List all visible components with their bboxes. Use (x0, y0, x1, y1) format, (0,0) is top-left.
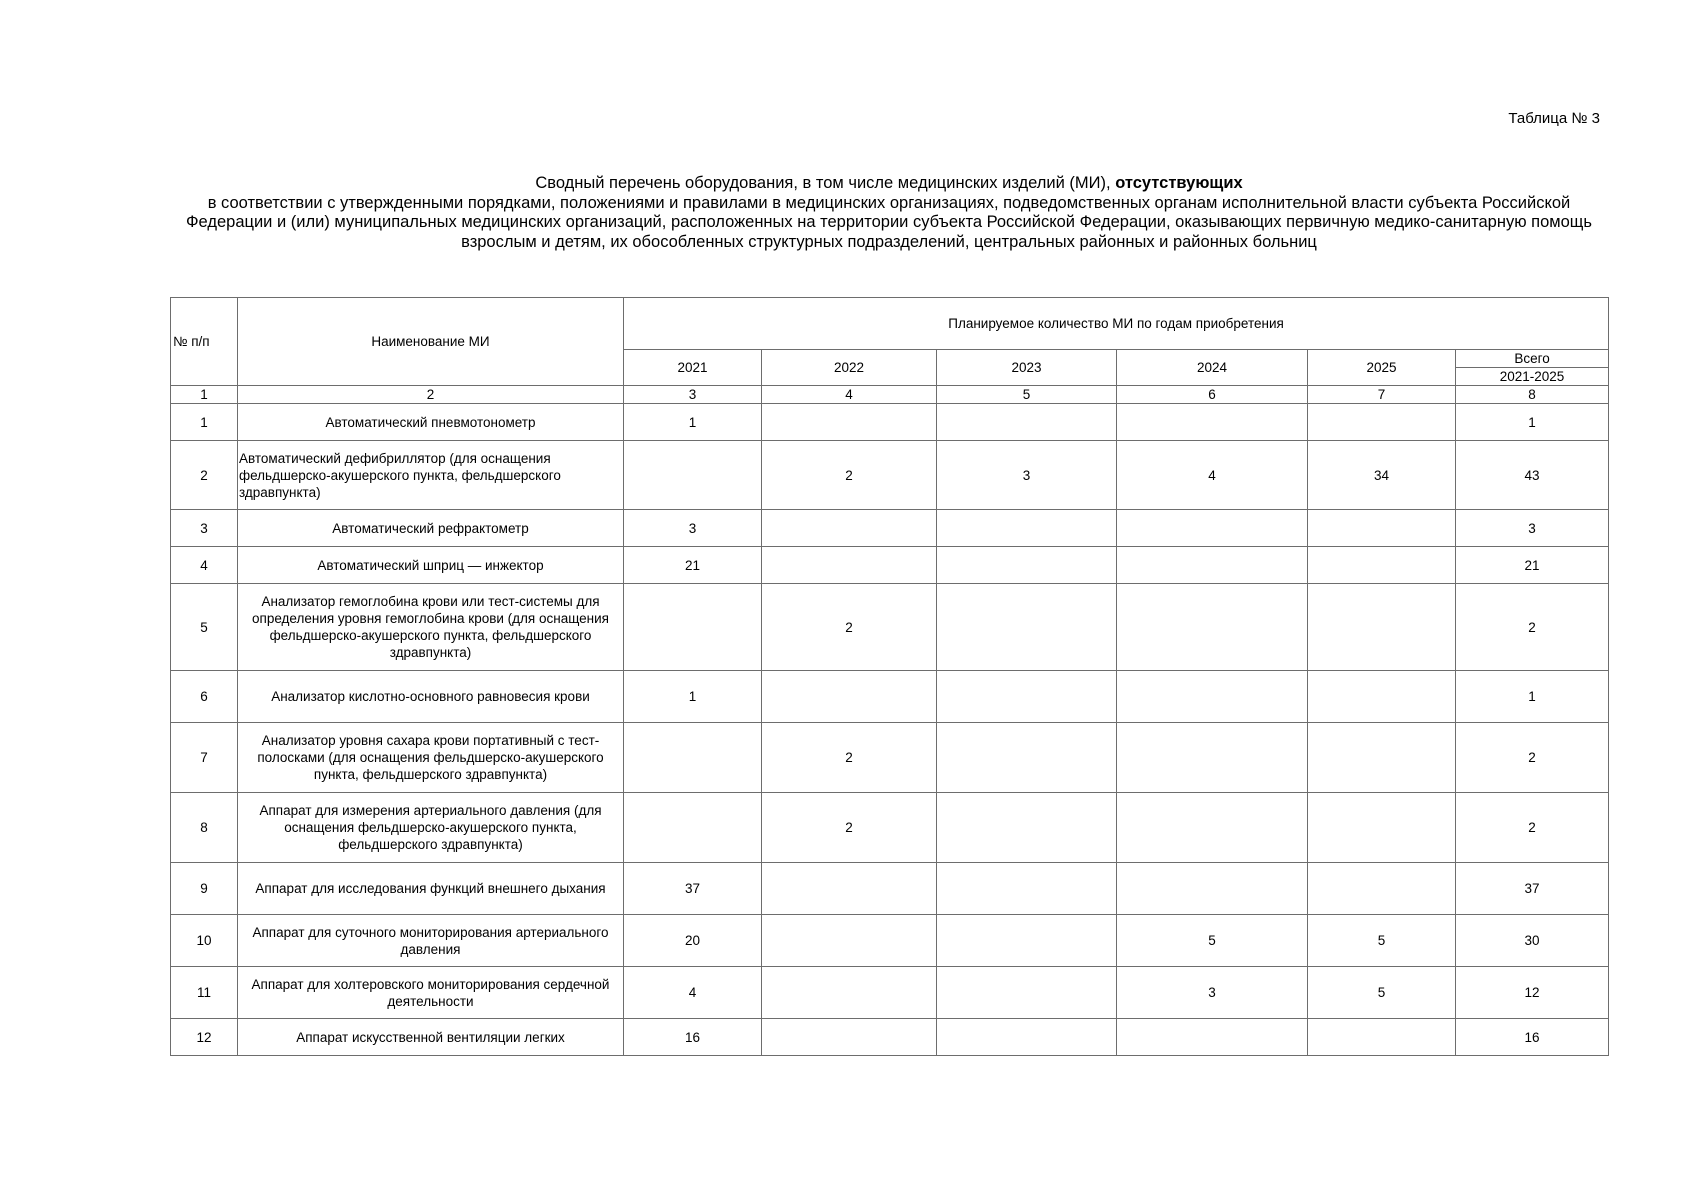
row-value-2022 (762, 547, 937, 584)
row-value-2023 (937, 584, 1117, 671)
row-num: 11 (171, 967, 238, 1019)
row-name: Аппарат для измерения артериального давления (для оснащения фельдшерско-акушерского пункта, фельдшерского здравпункта) (238, 793, 624, 863)
row-value-2021 (624, 793, 762, 863)
equipment-table (170, 297, 1609, 1056)
row-value-2021: 21 (624, 547, 762, 584)
header-total: Всего (1456, 350, 1609, 368)
row-num: 8 (171, 793, 238, 863)
row-value-2025 (1308, 404, 1456, 441)
row-value-total: 16 (1456, 1019, 1609, 1056)
row-value-2021: 1 (624, 671, 762, 723)
row-num: 3 (171, 510, 238, 547)
row-value-2021 (624, 441, 762, 510)
row-value-total: 12 (1456, 967, 1609, 1019)
row-value-2022: 2 (762, 723, 937, 793)
header-planned: Планируемое количество МИ по годам приобретения (624, 298, 1609, 350)
header-year-2022: 2022 (762, 350, 937, 386)
row-value-2025 (1308, 863, 1456, 915)
row-value-total: 30 (1456, 915, 1609, 967)
table-row (171, 793, 1609, 863)
row-name: Анализатор кислотно-основного равновесия крови (238, 671, 624, 723)
row-num: 1 (171, 404, 238, 441)
column-number: 7 (1308, 386, 1456, 404)
column-number: 6 (1117, 386, 1308, 404)
row-value-2022 (762, 671, 937, 723)
row-value-2025 (1308, 723, 1456, 793)
column-number: 3 (624, 386, 762, 404)
row-value-2023 (937, 793, 1117, 863)
column-number: 5 (937, 386, 1117, 404)
column-number: 1 (171, 386, 238, 404)
row-value-2024 (1117, 863, 1308, 915)
row-num: 9 (171, 863, 238, 915)
table-row (171, 967, 1609, 1019)
table-row (171, 1019, 1609, 1056)
title-rest: в соответствии с утвержденными порядками, положениями и правилами в медицинских организациях, подведомственных органам исполнительной власти субъекта Российской Федерации и (или) муниципальных медицинских организаций, расположенных на территории субъекта Российской Федерации, оказывающих первичную медико-санитарную помощь взрослым и детям, их обособленных структурных подразделений, центральных районных и районных больниц (186, 193, 1592, 251)
document-title (170, 174, 1608, 252)
row-value-2025 (1308, 584, 1456, 671)
table-row (171, 584, 1609, 671)
row-num: 10 (171, 915, 238, 967)
row-value-2023 (937, 547, 1117, 584)
header-num: № п/п (171, 298, 238, 386)
row-name: Автоматический пневмотонометр (238, 404, 624, 441)
row-value-2021: 16 (624, 1019, 762, 1056)
row-value-2022 (762, 863, 937, 915)
table-row (171, 510, 1609, 547)
row-value-2024 (1117, 584, 1308, 671)
row-value-2024 (1117, 723, 1308, 793)
header-total-range: 2021-2025 (1456, 368, 1609, 386)
row-value-2025: 34 (1308, 441, 1456, 510)
row-value-2023 (937, 404, 1117, 441)
row-name: Аппарат искусственной вентиляции легких (238, 1019, 624, 1056)
header-year-2023: 2023 (937, 350, 1117, 386)
row-value-2025 (1308, 547, 1456, 584)
table-number-label: Таблица № 3 (1508, 110, 1600, 127)
row-value-2024 (1117, 671, 1308, 723)
row-value-total: 2 (1456, 584, 1609, 671)
row-value-2022 (762, 915, 937, 967)
row-name: Аппарат для холтеровского мониторирования сердечной деятельности (238, 967, 624, 1019)
table-row (171, 915, 1609, 967)
row-value-2024 (1117, 510, 1308, 547)
row-value-2025: 5 (1308, 915, 1456, 967)
title-line1: Сводный перечень оборудования, в том числе медицинских изделий (МИ), (535, 174, 1116, 192)
row-value-2021 (624, 584, 762, 671)
row-value-2023 (937, 510, 1117, 547)
row-value-2024 (1117, 1019, 1308, 1056)
row-value-2025 (1308, 1019, 1456, 1056)
table-row (171, 441, 1609, 510)
table-row (171, 723, 1609, 793)
header-year-2024: 2024 (1117, 350, 1308, 386)
row-value-2022: 2 (762, 584, 937, 671)
row-value-2022: 2 (762, 793, 937, 863)
row-value-2023 (937, 1019, 1117, 1056)
row-value-2021: 3 (624, 510, 762, 547)
row-value-2025 (1308, 793, 1456, 863)
row-name: Анализатор гемоглобина крови или тест-системы для определения уровня гемоглобина крови (для оснащения фельдшерско-акушерского пункта, фельдшерского здравпункта) (238, 584, 624, 671)
title-bold-word: отсутствующих (1115, 174, 1243, 192)
table-row (171, 404, 1609, 441)
row-num: 12 (171, 1019, 238, 1056)
row-name: Аппарат для суточного мониторирования артериального давления (238, 915, 624, 967)
row-value-2021: 37 (624, 863, 762, 915)
row-num: 7 (171, 723, 238, 793)
row-name: Автоматический шприц — инжектор (238, 547, 624, 584)
row-value-total: 2 (1456, 723, 1609, 793)
column-number: 4 (762, 386, 937, 404)
column-number: 8 (1456, 386, 1609, 404)
row-name: Автоматический дефибриллятор (для оснащения фельдшерско-акушерского пункта, фельдшерского здравпункта) (238, 441, 624, 510)
row-value-2025 (1308, 510, 1456, 547)
row-name: Анализатор уровня сахара крови портативный с тест-полосками (для оснащения фельдшерско-акушерского пункта, фельдшерского здравпункта) (238, 723, 624, 793)
row-value-2022: 2 (762, 441, 937, 510)
row-value-2021: 4 (624, 967, 762, 1019)
row-value-total: 21 (1456, 547, 1609, 584)
table-row (171, 863, 1609, 915)
row-value-2024: 5 (1117, 915, 1308, 967)
table-row (171, 547, 1609, 584)
row-num: 6 (171, 671, 238, 723)
row-value-2023: 3 (937, 441, 1117, 510)
row-value-2022 (762, 967, 937, 1019)
header-year-2021: 2021 (624, 350, 762, 386)
row-value-2022 (762, 510, 937, 547)
row-value-total: 1 (1456, 404, 1609, 441)
row-value-2023 (937, 915, 1117, 967)
row-value-total: 43 (1456, 441, 1609, 510)
row-value-2024 (1117, 404, 1308, 441)
row-value-2021: 1 (624, 404, 762, 441)
row-value-2023 (937, 723, 1117, 793)
row-value-2024: 4 (1117, 441, 1308, 510)
row-name: Автоматический рефрактометр (238, 510, 624, 547)
row-value-2023 (937, 671, 1117, 723)
row-value-2023 (937, 863, 1117, 915)
row-value-total: 2 (1456, 793, 1609, 863)
table-row (171, 671, 1609, 723)
row-value-2021 (624, 723, 762, 793)
row-num: 5 (171, 584, 238, 671)
row-value-2021: 20 (624, 915, 762, 967)
row-value-2024 (1117, 793, 1308, 863)
row-value-2022 (762, 404, 937, 441)
row-num: 2 (171, 441, 238, 510)
header-year-2025: 2025 (1308, 350, 1456, 386)
row-value-2024 (1117, 547, 1308, 584)
row-value-2023 (937, 967, 1117, 1019)
row-value-2022 (762, 1019, 937, 1056)
row-num: 4 (171, 547, 238, 584)
row-value-2025: 5 (1308, 967, 1456, 1019)
row-value-2024: 3 (1117, 967, 1308, 1019)
row-value-2025 (1308, 671, 1456, 723)
row-value-total: 3 (1456, 510, 1609, 547)
row-value-total: 1 (1456, 671, 1609, 723)
row-value-total: 37 (1456, 863, 1609, 915)
row-name: Аппарат для исследования функций внешнего дыхания (238, 863, 624, 915)
column-number: 2 (238, 386, 624, 404)
header-name: Наименование МИ (238, 298, 624, 386)
